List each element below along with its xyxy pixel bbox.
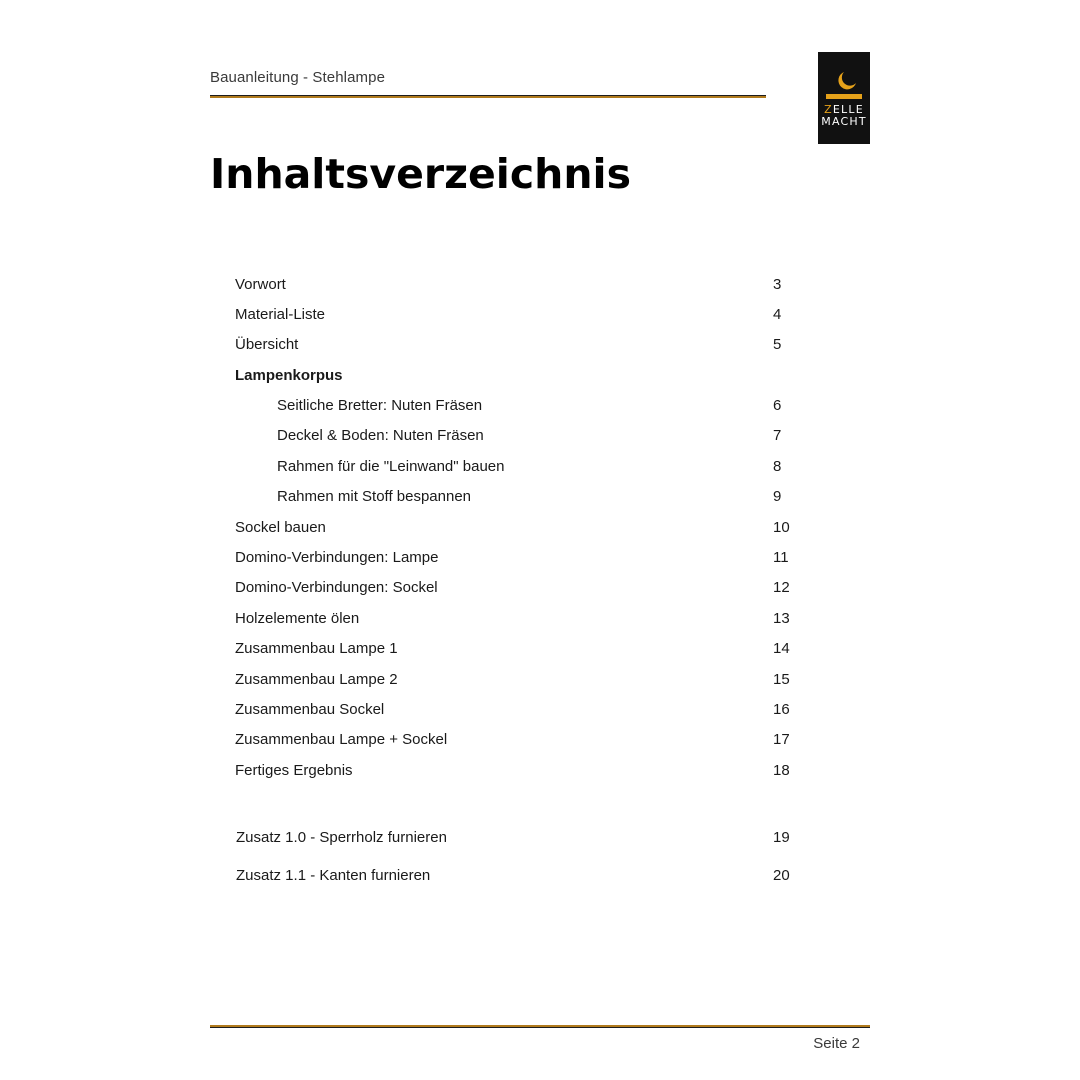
footer-divider <box>210 1025 870 1028</box>
toc-entry-label: Zusammenbau Sockel <box>235 701 385 718</box>
toc-entry-label: Seitliche Bretter: Nuten Fräsen <box>277 397 483 414</box>
toc-entry-page: 3 <box>773 276 782 293</box>
toc-entry-sockel-bauen[interactable] <box>235 519 795 543</box>
toc-entry-page: 9 <box>773 488 782 505</box>
toc-entry-deckel-boden[interactable] <box>235 427 795 451</box>
logo-letters-elle: ELLE <box>832 103 864 116</box>
page-title: Inhaltsverzeichnis <box>210 150 631 198</box>
toc-entry-page: 4 <box>773 306 782 323</box>
toc-entry-page: 19 <box>773 829 790 846</box>
toc-entry-page: 20 <box>773 867 790 884</box>
header-divider <box>210 95 766 98</box>
toc-entry-zusatz-1-0[interactable] <box>236 829 796 853</box>
toc-entry-page: 11 <box>773 549 789 566</box>
toc-entry-zusammenbau-lampe-sockel[interactable] <box>235 731 795 755</box>
toc-entry-zusammenbau-sockel[interactable] <box>235 701 795 725</box>
toc-entry-holzelemente-oelen[interactable] <box>235 610 795 634</box>
toc-entry-label: Zusatz 1.1 - Kanten furnieren <box>236 867 431 884</box>
toc-entry-label: Rahmen für die "Leinwand" bauen <box>277 458 505 475</box>
toc-entry-zusammenbau-lampe-1[interactable] <box>235 640 795 664</box>
toc-entry-vorwort[interactable] <box>235 276 795 300</box>
toc-entry-rahmen-leinwand[interactable] <box>235 458 795 482</box>
footer-page-number: Seite 2 <box>813 1035 860 1052</box>
toc-entry-label: Domino-Verbindungen: Sockel <box>235 579 438 596</box>
toc-entry-page: 10 <box>773 519 790 536</box>
toc-entry-uebersicht[interactable] <box>235 336 795 360</box>
toc-entry-page: 7 <box>773 427 782 444</box>
toc-entry-label: Sockel bauen <box>235 519 326 536</box>
toc-entry-zusammenbau-lampe-2[interactable] <box>235 671 795 695</box>
toc-section-lampenkorpus[interactable] <box>235 367 795 391</box>
toc-entry-page: 17 <box>773 731 790 748</box>
toc-entry-page: 6 <box>773 397 782 414</box>
toc-entry-label: Zusammenbau Lampe + Sockel <box>235 731 448 748</box>
toc-entry-label: Deckel & Boden: Nuten Fräsen <box>277 427 484 444</box>
toc-entry-fertiges-ergebnis[interactable] <box>235 762 795 786</box>
toc-section-label: Lampenkorpus <box>235 367 343 384</box>
toc-entry-page: 14 <box>773 640 790 657</box>
toc-entry-seitliche-bretter[interactable] <box>235 397 795 421</box>
toc-entry-page: 16 <box>773 701 790 718</box>
toc-entry-label: Holzelemente ölen <box>235 610 360 627</box>
toc-entry-label: Material-Liste <box>235 306 326 323</box>
toc-entry-label: Zusammenbau Lampe 2 <box>235 671 398 688</box>
toc-entry-label: Vorwort <box>235 276 286 293</box>
logo-text-line-2: MACHT <box>821 115 867 128</box>
logo-letter-z: Z <box>824 103 833 116</box>
document-header-title: Bauanleitung - Stehlampe <box>210 69 386 86</box>
toc-entry-zusatz-1-1[interactable] <box>236 867 796 891</box>
zelle-macht-logo <box>818 52 870 144</box>
toc-entry-page: 8 <box>773 458 782 475</box>
toc-entry-label: Übersicht <box>235 336 299 353</box>
toc-entry-page: 18 <box>773 762 790 779</box>
toc-entry-label: Domino-Verbindungen: Lampe <box>235 549 439 566</box>
toc-entry-label: Rahmen mit Stoff bespannen <box>277 488 472 505</box>
toc-entry-label: Fertiges Ergebnis <box>235 762 353 779</box>
toc-entry-material-liste[interactable] <box>235 306 795 330</box>
toc-entry-page: 5 <box>773 336 782 353</box>
toc-entry-page: 15 <box>773 671 790 688</box>
crescent-moon-icon <box>818 52 870 104</box>
toc-entry-page: 13 <box>773 610 790 627</box>
toc-entry-rahmen-stoff[interactable] <box>235 488 795 512</box>
toc-entry-domino-sockel[interactable] <box>235 579 795 603</box>
toc-entry-page: 12 <box>773 579 790 596</box>
toc-entry-domino-lampe[interactable] <box>235 549 795 573</box>
toc-entry-label: Zusammenbau Lampe 1 <box>235 640 398 657</box>
toc-entry-label: Zusatz 1.0 - Sperrholz furnieren <box>236 829 447 846</box>
